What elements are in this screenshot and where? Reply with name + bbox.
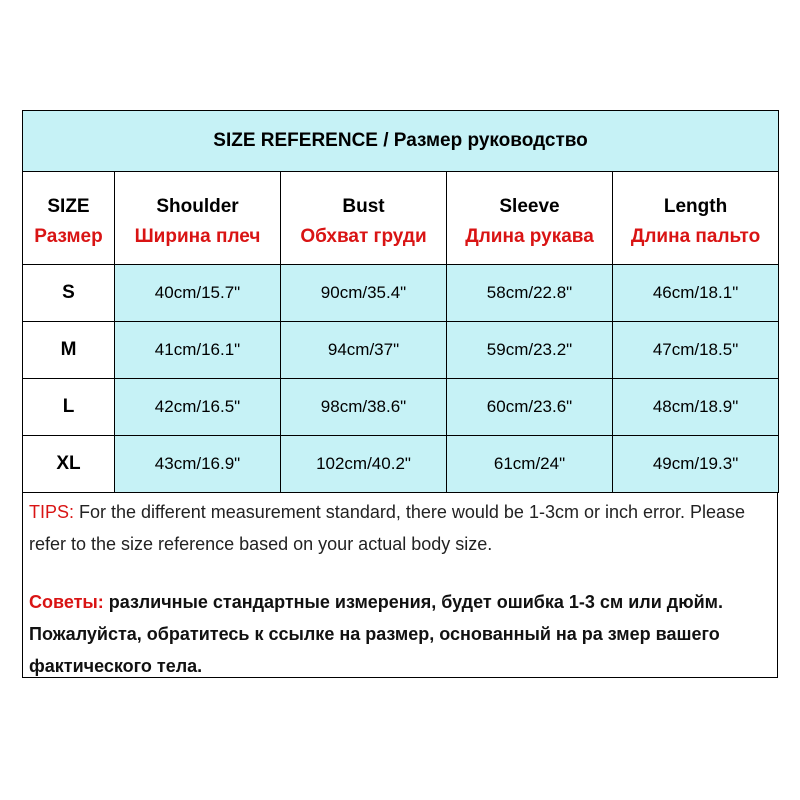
size-label: L	[23, 379, 115, 436]
tips-text: For the different measurement standard, there would be 1-3cm or inch error. Please refer to the size reference based on your actual body size.	[29, 502, 746, 554]
sleeve-value: 58cm/22.8"	[447, 265, 613, 322]
tips-box	[22, 492, 778, 678]
sleeve-value: 61cm/24"	[447, 436, 613, 493]
table-title: SIZE REFERENCE / Размер руководство	[23, 111, 779, 172]
header-size: SIZE	[23, 172, 115, 223]
sleeve-value: 59cm/23.2"	[447, 322, 613, 379]
table-row	[23, 379, 779, 436]
table-row	[23, 265, 779, 322]
header-shoulder: Shoulder	[115, 172, 281, 223]
tips-text-ru: различные стандартные измерения, будет ошибка 1-3 см или дюйм. Пожалуйста, обратитесь к ссылке на размер, основанный на ра змер вашего фактического тела.	[29, 592, 723, 676]
size-label: XL	[23, 436, 115, 493]
header-size-ru: Размер	[23, 222, 115, 265]
header-length: Length	[613, 172, 779, 223]
header-length-ru: Длина пальто	[613, 222, 779, 265]
shoulder-value: 41cm/16.1"	[115, 322, 281, 379]
table-row	[23, 436, 779, 493]
size-label: M	[23, 322, 115, 379]
header-sleeve: Sleeve	[447, 172, 613, 223]
header-row-en	[23, 172, 779, 223]
shoulder-value: 40cm/15.7"	[115, 265, 281, 322]
size-label: S	[23, 265, 115, 322]
table-row	[23, 322, 779, 379]
bust-value: 94cm/37"	[281, 322, 447, 379]
header-shoulder-ru: Ширина плеч	[115, 222, 281, 265]
tips-russian	[29, 586, 771, 682]
bust-value: 90cm/35.4"	[281, 265, 447, 322]
shoulder-value: 43cm/16.9"	[115, 436, 281, 493]
tips-label-ru: Советы:	[29, 592, 104, 612]
tips-english	[29, 496, 771, 560]
header-sleeve-ru: Длина рукава	[447, 222, 613, 265]
length-value: 49cm/19.3"	[613, 436, 779, 493]
tips-label: TIPS:	[29, 502, 75, 522]
header-row-ru	[23, 222, 779, 265]
bust-value: 98cm/38.6"	[281, 379, 447, 436]
length-value: 47cm/18.5"	[613, 322, 779, 379]
title-row	[23, 111, 779, 172]
sleeve-value: 60cm/23.6"	[447, 379, 613, 436]
size-reference-table	[22, 110, 779, 493]
header-bust-ru: Обхват груди	[281, 222, 447, 265]
length-value: 46cm/18.1"	[613, 265, 779, 322]
shoulder-value: 42cm/16.5"	[115, 379, 281, 436]
bust-value: 102cm/40.2"	[281, 436, 447, 493]
header-bust: Bust	[281, 172, 447, 223]
length-value: 48cm/18.9"	[613, 379, 779, 436]
